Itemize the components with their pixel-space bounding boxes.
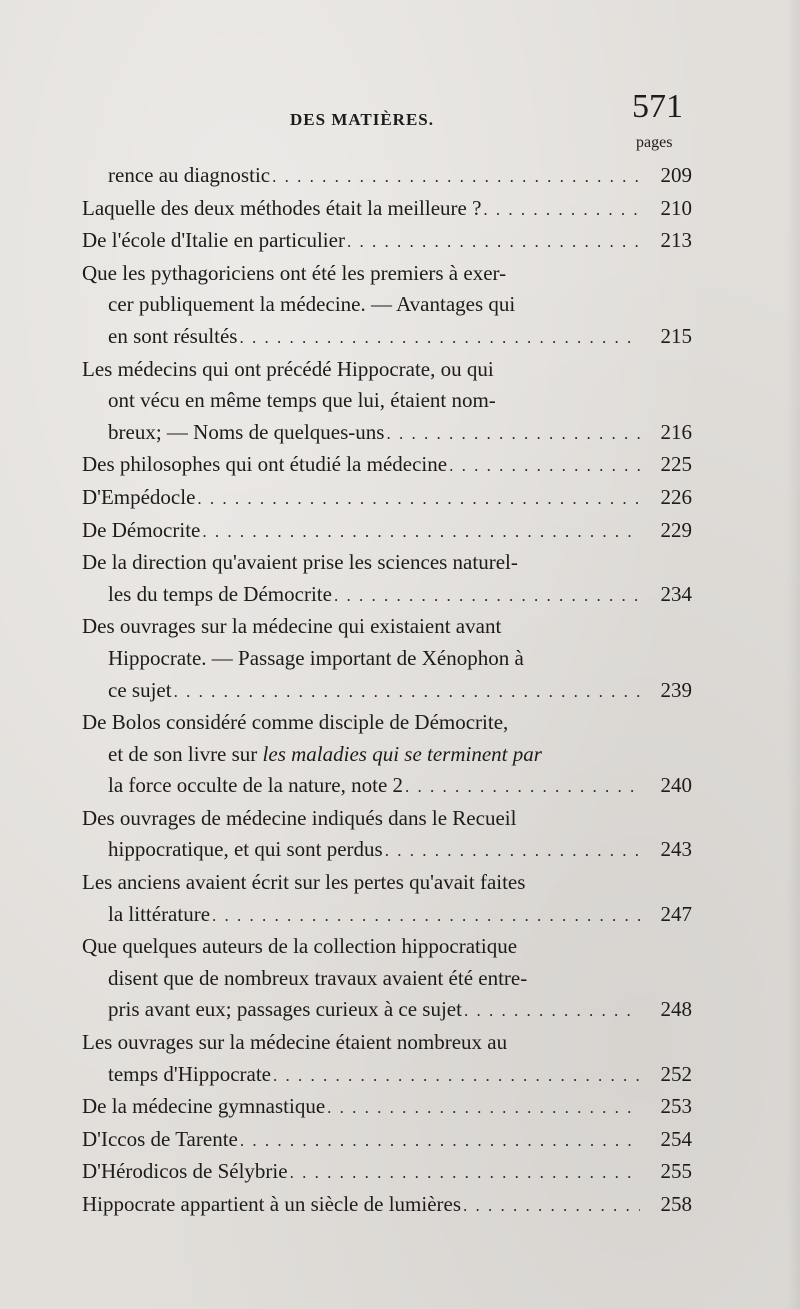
toc-entry-text: Laquelle des deux méthodes était la meilleure ? xyxy=(82,195,482,220)
table-of-contents xyxy=(82,160,692,1222)
toc-entry-text: Que les pythagoriciens ont été les premiers à exer- xyxy=(82,260,507,285)
toc-entry-text: pris avant eux; passages curieux à ce sujet xyxy=(108,997,462,1022)
toc-entry-text: Des ouvrages sur la médecine qui existaient avant xyxy=(82,614,502,639)
toc-entry xyxy=(82,258,692,354)
toc-entry-page: 215 xyxy=(660,323,692,348)
toc-entry-text: Les anciens avaient écrit sur les pertes qu'avait faites xyxy=(82,870,526,895)
toc-entry xyxy=(82,1027,692,1091)
toc-entry xyxy=(82,482,692,515)
toc-entry-page: 216 xyxy=(660,419,692,444)
toc-entry-text: Que quelques auteurs de la collection hippocratique xyxy=(82,934,518,959)
dot-leader xyxy=(463,1190,640,1222)
toc-entry-text: De la médecine gymnastique xyxy=(82,1094,326,1119)
running-title: DES MATIÈRES. xyxy=(290,110,434,129)
toc-entry-text: De l'école d'Italie en particulier xyxy=(82,228,345,253)
toc-entry-text: D'Iccos de Tarente xyxy=(82,1126,238,1151)
toc-entry-text: la littérature xyxy=(108,901,211,926)
toc-entry-text: cer publiquement la médecine. — Avantages qui xyxy=(108,292,516,317)
toc-entry-text: ce sujet xyxy=(108,677,172,702)
dot-leader xyxy=(197,483,640,515)
toc-entry-text: breux; — Noms de quelques-uns xyxy=(108,419,385,444)
toc-entry-text: ont vécu en même temps que lui, étaient nom- xyxy=(108,388,496,413)
toc-entry-text: hippocratique, et qui sont perdus xyxy=(108,837,383,862)
toc-entry-page: 248 xyxy=(660,997,692,1022)
toc-entry xyxy=(82,1189,692,1222)
dot-leader xyxy=(464,995,640,1027)
dot-leader xyxy=(202,516,640,548)
page-edge-shadow xyxy=(786,0,800,1309)
toc-entry-text: et de son livre sur xyxy=(108,741,258,766)
dot-leader xyxy=(385,835,640,867)
dot-leader xyxy=(327,1092,640,1124)
dot-leader xyxy=(240,1125,640,1157)
toc-entry-text: disent que de nombreux travaux avaient été entre- xyxy=(108,965,528,990)
toc-entry-page: 213 xyxy=(660,228,692,253)
toc-entry-text: les du temps de Démocrite xyxy=(108,581,332,606)
toc-entry-page: 225 xyxy=(660,452,692,477)
toc-entry-page: 253 xyxy=(660,1094,692,1119)
toc-entry-page: 229 xyxy=(660,517,692,542)
toc-entry xyxy=(82,225,692,258)
dot-leader xyxy=(290,1157,640,1189)
toc-entry xyxy=(82,1124,692,1157)
toc-entry-text: De Démocrite xyxy=(82,517,201,542)
toc-entry xyxy=(82,160,692,193)
dot-leader xyxy=(483,194,640,226)
toc-entry xyxy=(82,803,692,867)
toc-entry-page: 255 xyxy=(660,1159,692,1184)
toc-entry xyxy=(82,931,692,1027)
toc-entry-page: 210 xyxy=(660,195,692,220)
dot-leader xyxy=(212,900,640,932)
toc-entry-page: 234 xyxy=(660,581,692,606)
dot-leader xyxy=(347,226,640,258)
toc-entry-text: rence au diagnostic xyxy=(108,163,271,187)
dot-leader xyxy=(386,418,640,450)
dot-leader xyxy=(174,676,640,708)
toc-entry-page: 226 xyxy=(660,484,692,509)
dot-leader xyxy=(273,1060,640,1092)
toc-entry xyxy=(82,1091,692,1124)
toc-entry xyxy=(82,1156,692,1189)
toc-entry-text: D'Hérodicos de Sélybrie xyxy=(82,1159,288,1184)
dot-leader xyxy=(449,450,640,482)
toc-entry-text: Des philosophes qui ont étudié la médecine xyxy=(82,452,448,477)
toc-entry-text: Hippocrate. — Passage important de Xénophon à xyxy=(108,645,524,670)
toc-entry-page: 258 xyxy=(660,1192,692,1216)
toc-entry xyxy=(82,193,692,226)
toc-entry-page: 209 xyxy=(660,163,692,187)
toc-entry-page: 240 xyxy=(660,773,692,798)
dot-leader xyxy=(334,580,640,612)
toc-entry-page: 252 xyxy=(660,1061,692,1086)
toc-entry-page: 239 xyxy=(660,677,692,702)
toc-entry-text: D'Empédocle xyxy=(82,484,196,509)
toc-entry-page: 243 xyxy=(660,837,692,862)
toc-entry-text: Les ouvrages sur la médecine étaient nombreux au xyxy=(82,1030,508,1055)
dot-leader xyxy=(239,322,640,354)
toc-entry xyxy=(82,547,692,611)
pages-column-label: pages xyxy=(636,134,673,151)
toc-entry xyxy=(82,867,692,931)
dot-leader xyxy=(405,771,640,803)
toc-entry-text: en sont résultés xyxy=(108,323,238,348)
toc-entry-text: De Bolos considéré comme disciple de Démocrite, xyxy=(82,710,509,735)
toc-entry xyxy=(82,707,692,803)
toc-entry xyxy=(82,354,692,450)
dot-leader xyxy=(272,161,640,193)
toc-entry-italic-text: les maladies qui se terminent par xyxy=(262,741,542,766)
toc-entry-text: De la direction qu'avaient prise les sciences naturel- xyxy=(82,550,518,575)
toc-entry xyxy=(82,611,692,707)
toc-entry-text: Des ouvrages de médecine indiqués dans le Recueil xyxy=(82,805,517,830)
toc-entry-text: temps d'Hippocrate xyxy=(108,1061,271,1086)
toc-entry xyxy=(82,449,692,482)
toc-entry-text: la force occulte de la nature, note 2 xyxy=(108,773,404,798)
toc-entry-text: Les médecins qui ont précédé Hippocrate, ou qui xyxy=(82,356,494,381)
toc-entry-page: 254 xyxy=(660,1126,692,1151)
page-number: 571 xyxy=(632,88,683,125)
toc-entry-text: Hippocrate appartient à un siècle de lumières xyxy=(82,1192,462,1216)
toc-entry-page: 247 xyxy=(660,901,692,926)
toc-entry xyxy=(82,515,692,548)
